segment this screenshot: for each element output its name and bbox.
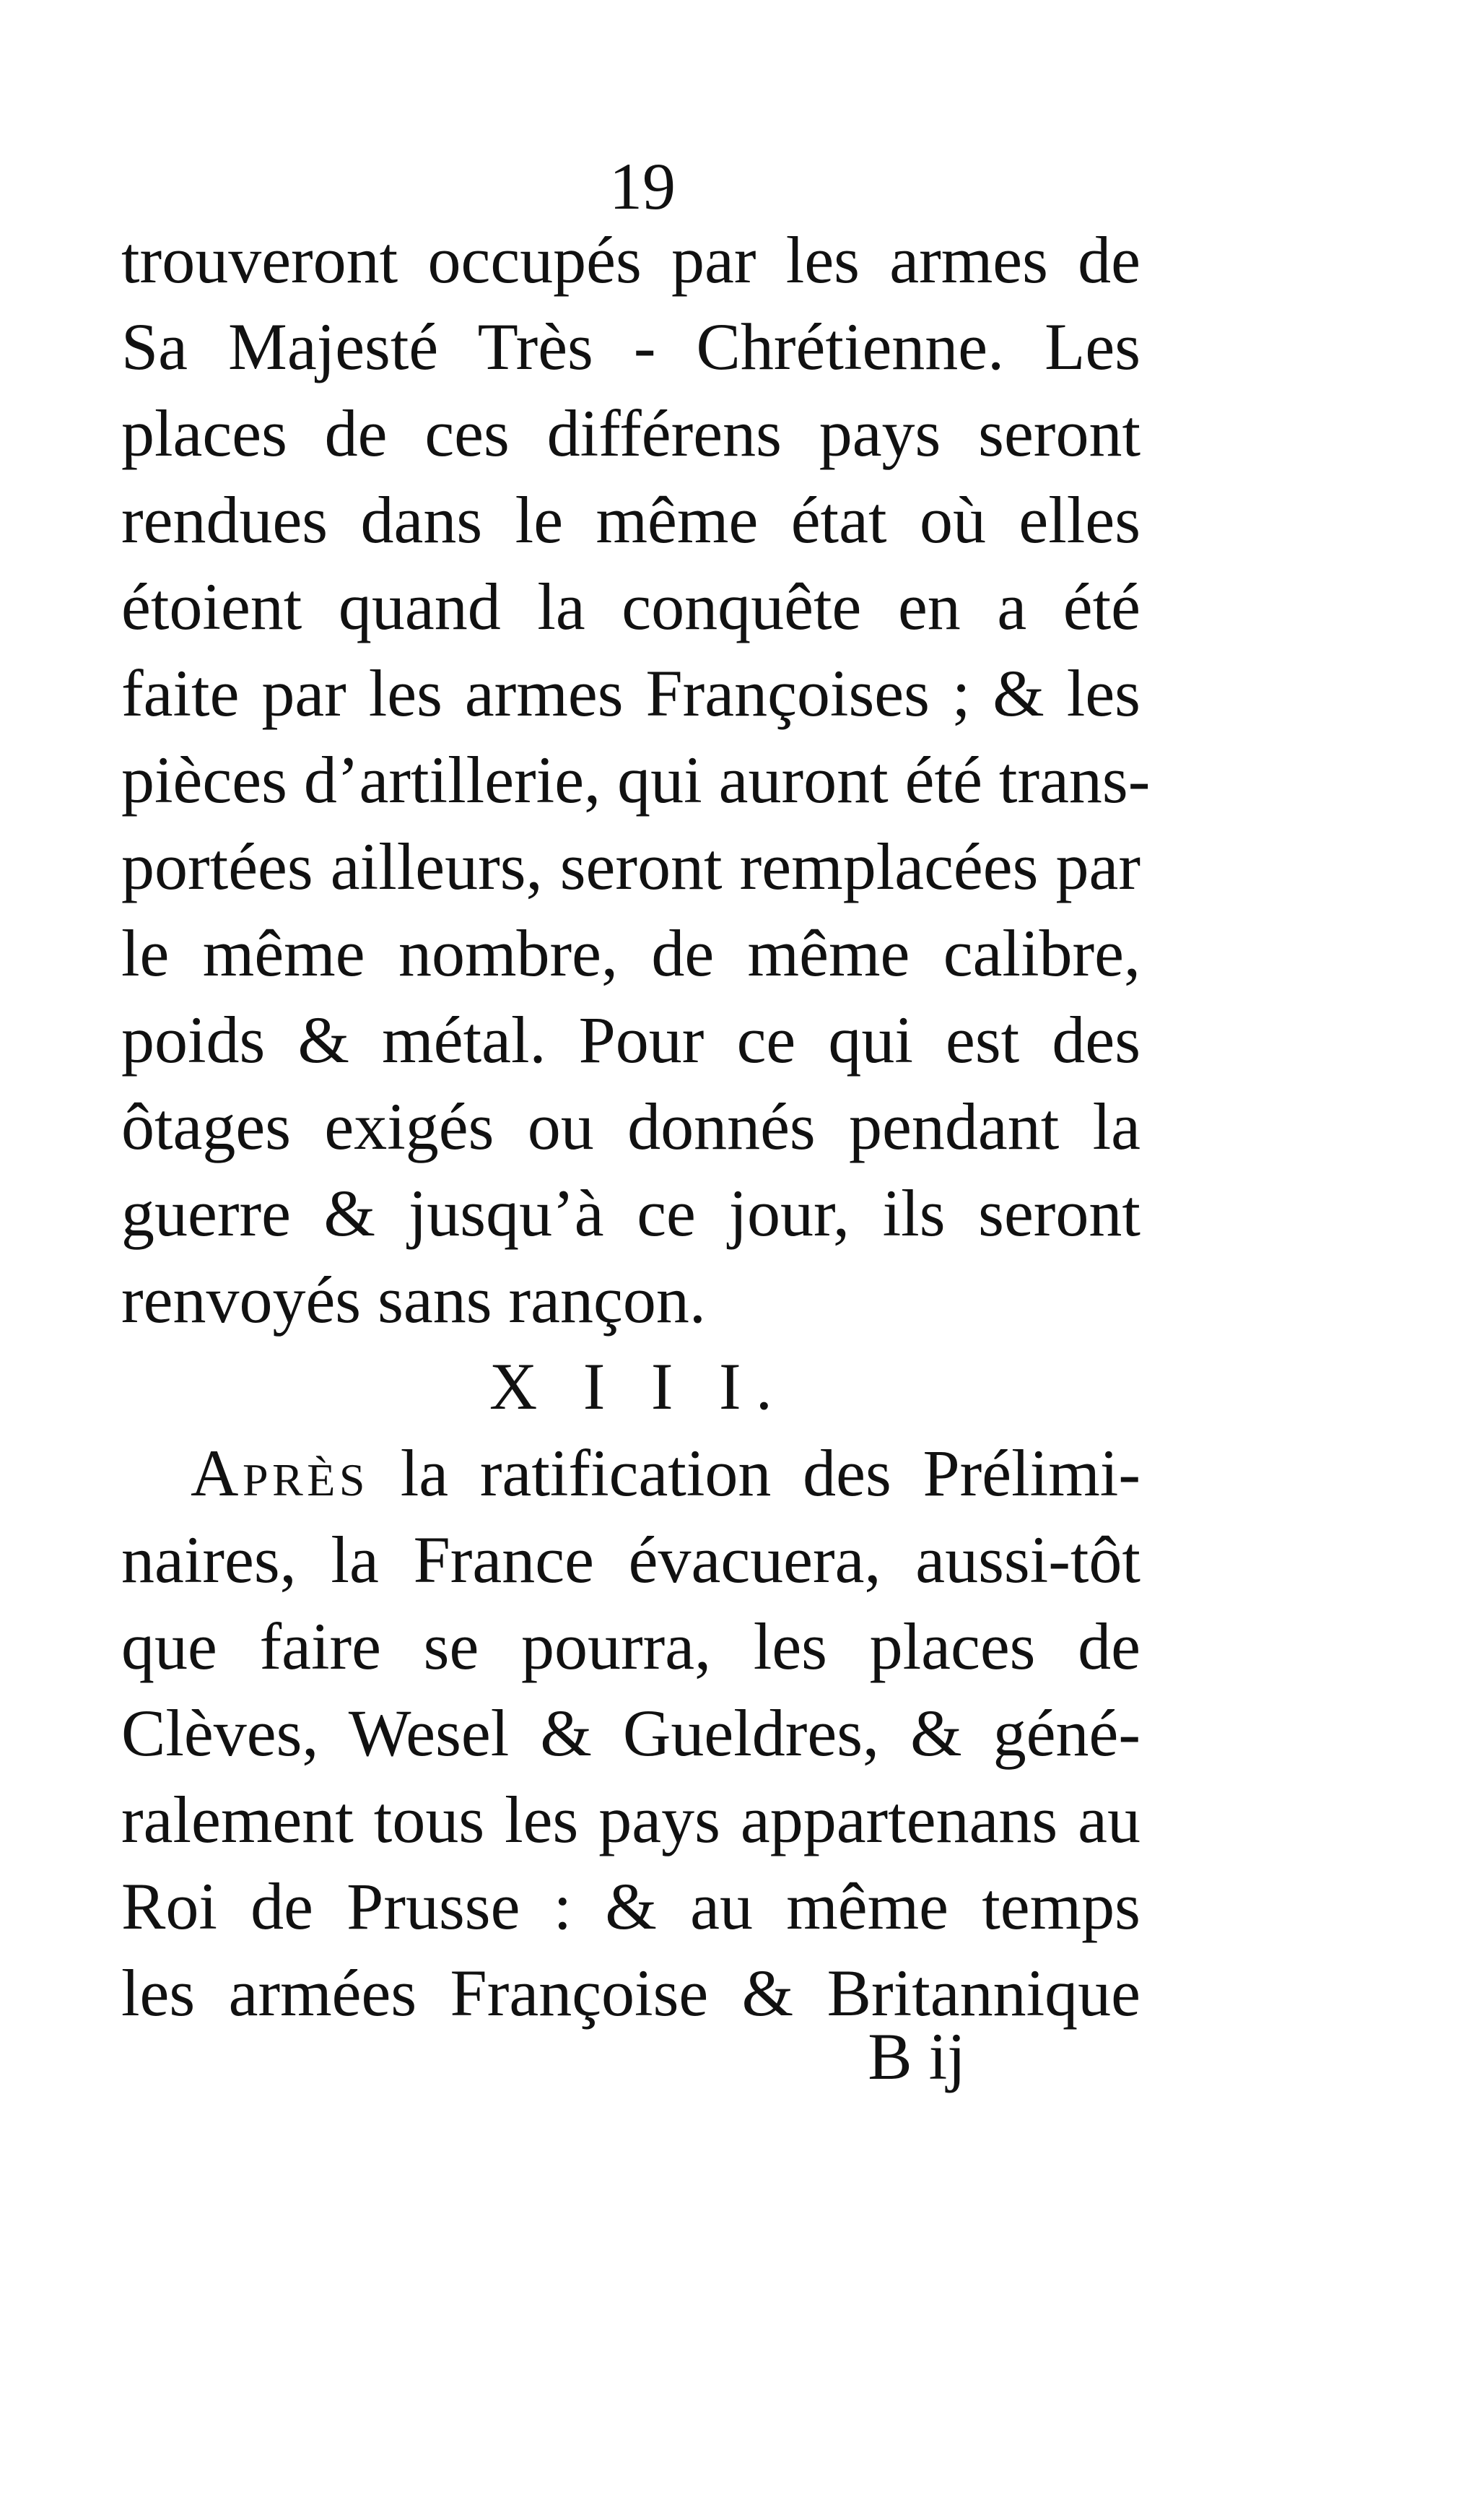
text-line: rendues dans le même état où elles	[121, 483, 1141, 557]
text-line: Roi de Prusse : & au même temps	[121, 1869, 1141, 1943]
text-line: poids & métal. Pour ce qui est des	[121, 1003, 1141, 1077]
text-line: étoient quand la conquête en a été	[121, 570, 1141, 643]
text-line: Clèves, Wesel & Gueldres, & géné-	[121, 1696, 1141, 1770]
article-first-line-text: la ratification des Prélimi-	[400, 1436, 1141, 1510]
text-line: ralement tous les pays appartenans au	[121, 1783, 1141, 1856]
article-heading: X I I I.	[489, 1350, 788, 1423]
text-line: trouveront occupés par les armes de	[121, 223, 1141, 297]
article-first-line	[121, 1430, 1141, 1516]
page-body-text	[121, 217, 1151, 2036]
text-line: que faire se pourra, les places de	[121, 1609, 1141, 1683]
signature-mark: B ij	[868, 2020, 966, 2093]
text-line: Sa Majesté Très - Chrétienne. Les	[121, 310, 1141, 383]
text-line: faite par les armes Françoises ; & les	[121, 656, 1141, 730]
text-line: naires, la France évacuera, aussi-tôt	[121, 1523, 1141, 1596]
text-line: le même nombre, de même calibre,	[121, 916, 1141, 990]
text-line: ôtages exigés ou donnés pendant la	[121, 1090, 1141, 1163]
article-opening-word: Après	[191, 1436, 370, 1510]
text-line: portées ailleurs, seront remplacées par	[121, 830, 1141, 903]
page-number: 19	[609, 149, 676, 223]
text-line: les armées Françoise & Britannique	[121, 1956, 1141, 2030]
text-line: places de ces différens pays seront	[121, 396, 1141, 470]
text-line: guerre & jusqu’à ce jour, ils seront	[121, 1176, 1141, 1250]
text-line: pièces d’artillerie, qui auront été trans-	[121, 743, 1151, 817]
text-line: renvoyés sans rançon.	[121, 1263, 706, 1337]
